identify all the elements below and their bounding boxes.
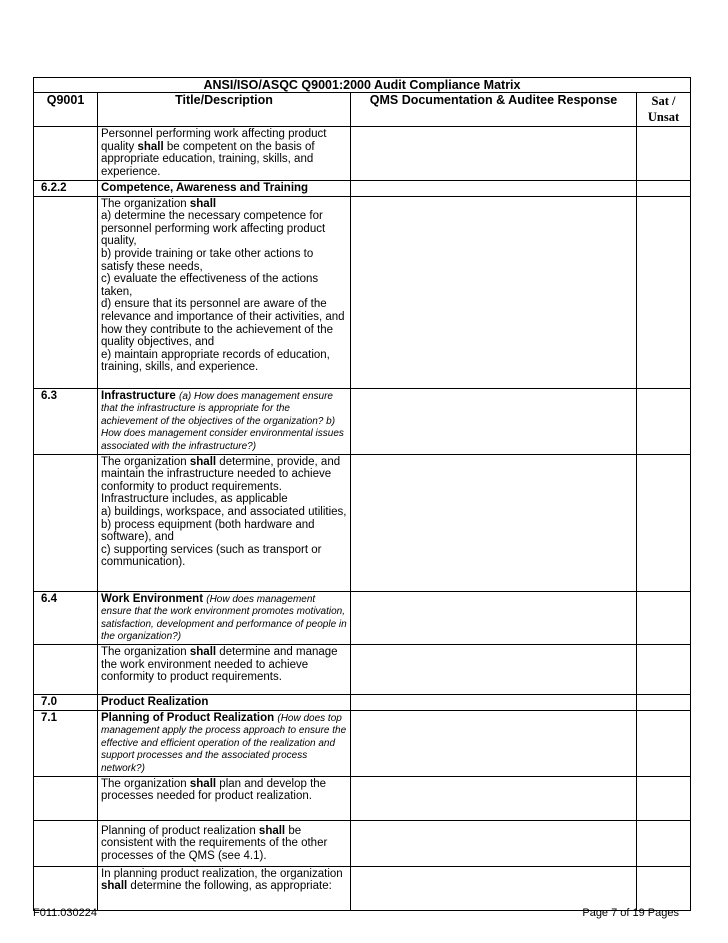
table-row: [34, 591, 691, 644]
sat-unsat-cell[interactable]: [637, 196, 691, 388]
table-row: [34, 866, 691, 910]
shall-keyword: shall: [189, 197, 217, 210]
sat-unsat-cell[interactable]: [637, 776, 691, 820]
table-row: [34, 776, 691, 820]
clause-text: The organization: [101, 197, 187, 210]
qms-response-cell[interactable]: [351, 454, 637, 591]
list-item: a) determine the necessary competence for personnel performing work affecting product quality,: [101, 210, 326, 248]
shall-keyword: shall: [137, 140, 164, 153]
sat-unsat-cell[interactable]: [637, 388, 691, 454]
clause-number: 7.0: [34, 694, 98, 710]
qms-response-cell[interactable]: [351, 776, 637, 820]
clause-description: [98, 388, 351, 454]
sat-unsat-cell[interactable]: [637, 591, 691, 644]
clause-description: [98, 820, 351, 866]
clause-number: 6.3: [34, 388, 98, 454]
clause-number-cell: [34, 866, 98, 910]
clause-text: Planning of product realization: [101, 824, 256, 837]
clause-text: In planning product realization, the organization: [101, 867, 343, 880]
qms-response-cell[interactable]: [351, 127, 637, 181]
clause-title: Infrastructure: [101, 389, 176, 402]
sat-unsat-cell[interactable]: [637, 454, 691, 591]
table-row: [34, 710, 691, 776]
sat-unsat-cell[interactable]: [637, 866, 691, 910]
clause-text: Personnel performing work affecting product quality: [101, 128, 327, 153]
qms-response-cell[interactable]: [351, 181, 637, 197]
header-sat-unsat: Sat / Unsat: [637, 93, 691, 127]
qms-response-cell[interactable]: [351, 694, 637, 710]
guidance-question: (a) How does management ensure that the infrastructure is appropriate for the achievement of the objectives of the organization? b) How does management consider environmental issues associated with the infrastructure?): [101, 390, 344, 452]
list-item: a) buildings, workspace, and associated utilities,: [101, 505, 347, 518]
clause-title: Work Environment: [101, 592, 204, 605]
clause-text: determine, provide, and maintain the infrastructure needed to achieve conformity to product requirements. Infrastructure includes, as applicable: [101, 455, 341, 506]
table-row: [34, 820, 691, 866]
table-row: [34, 694, 691, 710]
list-item: b) process equipment (both hardware and software), and: [101, 518, 315, 544]
page-number: Page 7 of 19 Pages: [582, 907, 679, 919]
sat-unsat-cell[interactable]: [637, 694, 691, 710]
header-q9001: Q9001: [34, 93, 98, 127]
audit-compliance-matrix: [33, 77, 691, 911]
list-item: e) maintain appropriate records of education, training, skills, and experience.: [101, 348, 330, 374]
qms-response-cell[interactable]: [351, 591, 637, 644]
clause-description: [98, 710, 351, 776]
qms-response-cell[interactable]: [351, 388, 637, 454]
shall-keyword: shall: [189, 455, 217, 468]
table-row: [34, 127, 691, 181]
clause-description: [98, 776, 351, 820]
guidance-question: (How does top management apply the process approach to ensure the effective and efficient operation of the realization and support processes and the associated process network?): [101, 712, 347, 774]
table-row: [34, 181, 691, 197]
clause-number-cell: [34, 127, 98, 181]
clause-description: [98, 644, 351, 694]
table-row: [34, 644, 691, 694]
clause-text: be consistent with the requirements of the other processes of the QMS (see 4.1).: [101, 824, 328, 862]
shall-keyword: shall: [189, 777, 217, 790]
clause-title: Planning of Product Realization: [101, 711, 275, 724]
document-id: F011.030224: [33, 907, 98, 919]
guidance-question: (How does management ensure that the work environment promotes motivation, satisfaction, development and performance of people in the organization?): [101, 593, 347, 643]
clause-text: be competent on the basis of appropriate education, training, skills, and experience.: [101, 140, 315, 178]
clause-text: plan and develop the processes needed for product realization.: [101, 777, 327, 803]
matrix-title: ANSI/ISO/ASQC Q9001:2000 Audit Compliance Matrix: [34, 78, 691, 93]
header-qms-response: QMS Documentation & Auditee Response: [351, 93, 637, 127]
qms-response-cell[interactable]: [351, 820, 637, 866]
sat-unsat-cell[interactable]: [637, 181, 691, 197]
header-title-description: Title/Description: [98, 93, 351, 127]
shall-keyword: shall: [258, 824, 286, 837]
sat-unsat-cell[interactable]: [637, 644, 691, 694]
list-item: d) ensure that its personnel are aware of the relevance and importance of their activities, and how they contribute to the achievement of the quality objectives, and: [101, 298, 345, 349]
clause-text: determine and manage the work environment needed to achieve conformity to product requirements.: [101, 645, 338, 684]
clause-number: 6.2.2: [34, 181, 98, 197]
clause-number-cell: [34, 776, 98, 820]
qms-response-cell[interactable]: [351, 196, 637, 388]
clause-text: The organization: [101, 777, 187, 790]
table-row: [34, 196, 691, 388]
clause-description: [98, 591, 351, 644]
clause-text: determine the following, as appropriate:: [130, 880, 332, 893]
list-item: c) supporting services (such as transport or communication).: [101, 543, 322, 569]
matrix-title-row: [34, 78, 691, 93]
table-row: [34, 388, 691, 454]
clause-number-cell: [34, 196, 98, 388]
clause-description: [98, 866, 351, 910]
clause-description: [98, 127, 351, 181]
clause-description: [98, 454, 351, 591]
clause-title: Competence, Awareness and Training: [98, 181, 351, 197]
clause-number-cell: [34, 454, 98, 591]
clause-text: The organization: [101, 645, 187, 658]
table-row: [34, 454, 691, 591]
clause-number: 7.1: [34, 710, 98, 776]
clause-title: Product Realization: [98, 694, 351, 710]
clause-text: The organization: [101, 455, 187, 468]
sat-unsat-cell[interactable]: [637, 710, 691, 776]
sat-unsat-cell[interactable]: [637, 820, 691, 866]
list-item: b) provide training or take other actions to satisfy these needs,: [101, 247, 314, 273]
clause-description: [98, 196, 351, 388]
shall-keyword: shall: [189, 645, 217, 658]
clause-number: 6.4: [34, 591, 98, 644]
sat-unsat-cell[interactable]: [637, 127, 691, 181]
list-item: c) evaluate the effectiveness of the actions taken,: [101, 273, 319, 298]
clause-number-cell: [34, 644, 98, 694]
qms-response-cell[interactable]: [351, 866, 637, 910]
qms-response-cell[interactable]: [351, 644, 637, 694]
header-row: [34, 93, 691, 127]
qms-response-cell[interactable]: [351, 710, 637, 776]
shall-keyword: shall: [101, 880, 128, 893]
clause-number-cell: [34, 820, 98, 866]
